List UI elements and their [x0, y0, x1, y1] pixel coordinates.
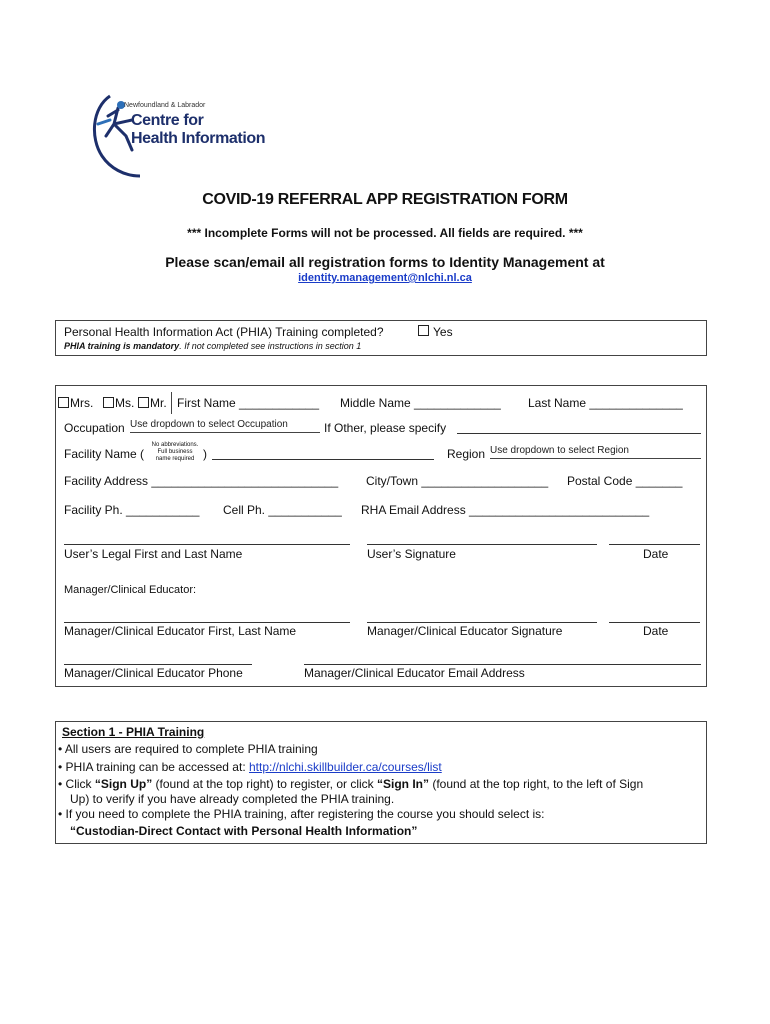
bullet-icon: •	[58, 760, 63, 774]
mrs-checkbox[interactable]	[58, 397, 69, 408]
manager-name-line[interactable]	[64, 622, 350, 623]
section1-bullet-2	[58, 760, 442, 775]
section1-bullet-1	[58, 742, 318, 757]
facility-name-close: )	[203, 447, 207, 461]
mr-checkbox[interactable]	[138, 397, 149, 408]
ms-label: Ms.	[115, 396, 135, 410]
bullet-3-text-b: (found at the top right) to register, or click	[152, 777, 377, 791]
manager-date-line[interactable]	[609, 622, 700, 623]
facility-note-line2: Full business	[157, 449, 193, 455]
manager-signature-label: Manager/Clinical Educator Signature	[367, 624, 563, 638]
user-date-line[interactable]	[609, 544, 700, 545]
occupation-label: Occupation	[64, 421, 125, 435]
first-name-field[interactable]: First Name ____________	[177, 396, 320, 410]
bullet-4-text: If you need to complete the PHIA training, after registering the course you should select is:	[65, 807, 545, 821]
skillbuilder-link[interactable]: http://nlchi.skillbuilder.ca/courses/list	[249, 760, 442, 774]
phia-note	[64, 341, 361, 351]
user-name-line[interactable]	[64, 544, 350, 545]
section1-title: Section 1 - PHIA Training	[62, 725, 205, 739]
logo-line2: Health Information	[131, 130, 266, 147]
region-dropdown[interactable]: Use dropdown to select Region	[490, 445, 701, 459]
facility-phone-field[interactable]: Facility Ph. ___________	[64, 503, 200, 517]
region-label: Region	[447, 447, 486, 461]
last-name-field[interactable]: Last Name ______________	[528, 396, 683, 410]
facility-name-field[interactable]	[212, 459, 434, 460]
section1-bullet-3-line2: Up) to verify if you have already completed the PHIA training.	[70, 792, 395, 806]
manager-signature-line[interactable]	[367, 622, 597, 623]
facility-name-label: Facility Name (	[64, 447, 145, 461]
section1-bullet-4	[58, 807, 544, 822]
title-divider	[171, 392, 172, 414]
cell-phone-field[interactable]: Cell Ph. ___________	[223, 503, 342, 517]
logo-province-text: Newfoundland & Labrador	[124, 102, 206, 109]
facility-name-note	[148, 442, 202, 463]
facility-note-line3: name required	[155, 456, 195, 462]
mr-label: Mr.	[150, 396, 167, 410]
rha-email-field[interactable]: RHA Email Address ___________________________	[361, 503, 650, 517]
phia-note-rest: . If not completed see instructions in section 1	[179, 341, 362, 351]
bullet-3-text-a: Click	[65, 777, 95, 791]
phia-note-bold: PHIA training is mandatory	[64, 341, 180, 351]
course-name: “Custodian-Direct Contact with Personal Health Information”	[70, 824, 418, 838]
manager-phone-label: Manager/Clinical Educator Phone	[64, 666, 243, 680]
bullet-icon: •	[58, 777, 63, 791]
phia-question: Personal Health Information Act (PHIA) Training completed?	[64, 325, 384, 339]
bullet-icon: •	[58, 807, 63, 821]
user-signature-line[interactable]	[367, 544, 597, 545]
logo-line1: Centre for	[131, 112, 204, 129]
section1-bullet-3	[58, 777, 643, 792]
occupation-dropdown[interactable]: Use dropdown to select Occupation	[130, 419, 320, 433]
if-other-label: If Other, please specify	[324, 421, 447, 435]
phia-yes-checkbox[interactable]	[418, 325, 429, 336]
manager-heading: Manager/Clinical Educator:	[64, 584, 197, 596]
identity-email-link[interactable]: identity.management@nlchi.nl.ca	[298, 272, 472, 284]
user-name-label: User’s Legal First and Last Name	[64, 547, 243, 561]
bullet-1-text: All users are required to complete PHIA training	[64, 742, 318, 756]
manager-phone-line[interactable]	[64, 664, 252, 665]
phia-yes-label: Yes	[433, 325, 453, 339]
scan-email-instruction: Please scan/email all registration forms to Identity Management at	[165, 254, 605, 270]
city-town-field[interactable]: City/Town ___________________	[366, 474, 549, 488]
mrs-label: Mrs.	[70, 396, 94, 410]
bullet-3-text-c: (found at the top right, to the left of Sign	[429, 777, 644, 791]
postal-code-field[interactable]: Postal Code _______	[567, 474, 683, 488]
facility-note-line1: No abbreviations.	[151, 442, 199, 448]
sign-up-text: “Sign Up”	[94, 777, 153, 791]
other-occupation-field[interactable]	[457, 433, 701, 434]
manager-email-line[interactable]	[304, 664, 701, 665]
sign-in-text: “Sign In”	[377, 777, 429, 791]
incomplete-notice: *** Incomplete Forms will not be processed. All fields are required. ***	[187, 226, 583, 240]
bullet-icon: •	[58, 742, 63, 756]
form-title: COVID-19 REFERRAL APP REGISTRATION FORM	[202, 191, 568, 208]
user-signature-label: User’s Signature	[367, 547, 456, 561]
manager-date-label: Date	[643, 624, 669, 638]
facility-address-field[interactable]: Facility Address ____________________________	[64, 474, 339, 488]
ms-checkbox[interactable]	[103, 397, 114, 408]
manager-name-label: Manager/Clinical Educator First, Last Name	[64, 624, 297, 638]
user-date-label: Date	[643, 547, 669, 561]
bullet-2-text: PHIA training can be accessed at:	[65, 760, 249, 774]
middle-name-field[interactable]: Middle Name _____________	[340, 396, 501, 410]
manager-email-label: Manager/Clinical Educator Email Address	[304, 666, 525, 680]
